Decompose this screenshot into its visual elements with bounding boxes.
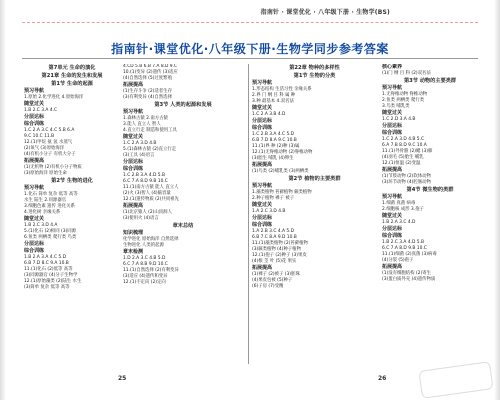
answer-line: (3)工具 (4)语言 xyxy=(123,153,155,158)
section-heading: 第1节 生物的分类 xyxy=(293,73,336,79)
subsection-label: 拓展提高 xyxy=(123,203,144,209)
subsection-label: 随堂过关 xyxy=(382,213,403,219)
answer-line: 3.细胞色素 遗传 进化关系 xyxy=(24,204,75,209)
answer-line: 6.B 7.C 8.A 9.D 10.B xyxy=(252,235,297,240)
answer-line: (3)同源器官 (4)分子生物学 xyxy=(24,273,78,278)
answer-line: (4)自然选择 (5)过度繁殖 xyxy=(123,76,172,81)
answer-line: 11.(1)界 种 (2)种 (3)属 xyxy=(252,144,300,149)
answer-line: 1.A 2.C 3.D 4.B xyxy=(252,209,286,214)
answer-line: 6.A 7.B 8.D 9.C 10.A xyxy=(382,143,427,148)
answer-line: 1.藻类植物 苔藓植物 蕨类植物 xyxy=(252,190,312,195)
section-heading: 第3节 动物的主要类群 xyxy=(403,78,457,84)
answer-line: 1.C 2.D 3.A 4.B xyxy=(382,117,416,122)
answer-line: (2)火 (3)智人 (4)脑容量 xyxy=(123,191,171,196)
section-heading: 第2节 生物的进化 xyxy=(51,178,93,184)
answer-line: 1.C 2.A 3.C 4.C 5.B 6.A xyxy=(24,128,75,133)
subsection-label: 预习导航 xyxy=(24,88,45,94)
answer-line: 12.(1)孢子 (2)种子 (3)果皮 xyxy=(252,253,307,258)
watermark-logo xyxy=(418,361,493,399)
answer-line: 6.B 7.D 8.C 9.A 10.B xyxy=(24,261,69,266)
answer-line: 11.(1)外骨骼 (2)鳃 (3)肺 xyxy=(382,149,433,154)
answer-column-4 xyxy=(382,64,478,364)
answer-line: 12.(1)原始藻类 (2)陆生 水生 xyxy=(24,279,82,284)
subsection-label: 分层达标 xyxy=(252,215,273,221)
answer-line: (1)北京猿人 (2)山顶洞人 xyxy=(123,210,172,215)
answer-line: (3)适应 (4)遗传和变异 xyxy=(123,274,168,279)
subsection-label: 分层达标 xyxy=(382,123,403,129)
answer-line: (4)有机小分子 有机大分子 xyxy=(24,152,76,157)
answer-line: 6.C 7.A 8.D 9.B 10.C xyxy=(382,246,427,251)
answer-line: 11.(1)细菌 (2)真菌 (3)病毒 xyxy=(382,252,437,257)
subsection-label: 随堂过关 xyxy=(24,101,45,107)
subsection-label: 预习导航 xyxy=(123,109,144,115)
subsection-label: 预习导航 xyxy=(24,185,45,191)
answer-line: (3)环节动物 (4)腔肠动物 xyxy=(382,180,431,185)
answer-line: 2.细胞核 成形 3.孢子 xyxy=(382,207,424,212)
subsection-label: 分层达标 xyxy=(123,159,144,165)
page-edge-left xyxy=(0,0,6,400)
subsection-label: 综合训练 xyxy=(382,233,403,239)
answer-line: 化学进化 原始海洋 自然选择 xyxy=(123,237,179,242)
subsection-label: 随堂过关 xyxy=(24,216,45,222)
answer-line: (3)使用火 (4)语言 xyxy=(123,216,159,221)
answer-line: 1.C 2.A 3.D 4.B xyxy=(123,141,157,146)
answer-line: (3)有利变异 (4)自然选择 xyxy=(123,95,172,100)
answer-line: (1)没有细胞结构 (2)寄生 xyxy=(382,271,431,276)
header-rule xyxy=(22,22,478,23)
answer-line: (1)生存斗争 (2)适者生存 xyxy=(123,89,172,94)
subsection-label: 随堂过关 xyxy=(123,134,144,140)
answer-column-2 xyxy=(123,64,243,364)
subsection-label: 综合训练 xyxy=(382,130,403,136)
subsection-label: 章末检测 xyxy=(123,249,144,255)
answer-line: (1)鸟类 (2)哺乳类 (3)两栖类 xyxy=(252,169,309,174)
answer-line: 11.(1)南方古猿 能人 直立人 xyxy=(123,185,179,190)
answer-line: 1.无脊椎动物 脊椎动物 xyxy=(382,92,428,97)
section-heading: 第2节 植物的主要类群 xyxy=(288,176,341,182)
subsection-label: 拓展提高 xyxy=(24,158,45,164)
subsection-label: 知识梳理 xyxy=(123,230,144,236)
subsection-label: 预习导航 xyxy=(252,80,273,86)
answer-line: 1.原始 2.化学进化 4.原始海洋 xyxy=(24,95,84,100)
answer-line: 1.森林古猿 2.南方古猿 xyxy=(123,116,168,121)
subsection-label: 综合训练 xyxy=(24,121,45,127)
subsection-label: 拓展提高 xyxy=(123,82,144,88)
subsection-label: 分层达标 xyxy=(24,241,45,247)
answer-line: 生物进化 人类的起源 xyxy=(123,243,164,248)
answer-line: 11.(1)化石 (2)低等 高等 xyxy=(24,267,73,272)
answer-line: (1)节肢动物 (2)软体动物 xyxy=(382,174,431,179)
subsection-label: 综合训练 xyxy=(252,125,273,131)
answer-line: 12.(1)恒温 (2)变温 xyxy=(382,161,421,166)
page-divider xyxy=(248,64,249,364)
answer-line: 3.能人 直立人 智人 xyxy=(123,122,161,127)
subsection-label: 分层达标 xyxy=(252,118,273,124)
page-title: 指南针·课堂优化·八年级下册·生物学同步参考答案 xyxy=(111,42,389,56)
answer-line: 5.(1)森林古猿 (2)直立行走 xyxy=(123,147,177,152)
answer-column-3 xyxy=(252,64,377,364)
answer-line: 1.C 2.A 3.B 4.D xyxy=(252,112,286,117)
answer-line: 4.进化树 亲缘关系 xyxy=(24,210,61,215)
answer-line: 1.B 2.C 3.A 4.C xyxy=(24,108,58,113)
subsection-label: 分层达标 xyxy=(382,226,403,232)
section-heading: 第21章 生命的发生和发展 xyxy=(41,73,103,79)
answer-line: (3)胎生 哺乳 (4)卵生 xyxy=(252,156,294,161)
answer-line: 1.C 2.B 3.A 4.C 5.D xyxy=(252,132,295,137)
answer-line: 1.B 2.A 3.A 4.C 5.D xyxy=(24,255,66,260)
answer-line: 9.C 10.C 11.B xyxy=(24,134,55,139)
answer-line: 1.化石 简单 复杂 低等 高等 xyxy=(24,192,78,197)
answer-line: (1)门 纲 目 科 (2)双名法 xyxy=(382,71,431,76)
subsection-label: 拓展提高 xyxy=(382,167,403,173)
answer-line: 1.B 2.C 3.A 4.D 5.B xyxy=(382,240,425,245)
answer-line: 11.(1)藻类植物 (2)苔藓植物 xyxy=(252,241,308,246)
answer-line: 水生 陆生 2.同源器官 xyxy=(24,198,67,203)
answer-line: 1.C 2.B 3.A 4.D 5.B xyxy=(123,173,166,178)
answer-line: (4)分裂 (5)孢子 xyxy=(382,258,414,263)
answer-line: 10.(1)变异 (2)遗传 (3)适应 xyxy=(123,70,178,75)
page-number-left: 25 xyxy=(118,375,127,382)
answer-line: 3.鸟类 哺乳类 xyxy=(382,104,410,109)
section-heading: 第3节 人类的起源和发展 xyxy=(154,102,212,108)
subsection-label: 综合训练 xyxy=(123,166,144,172)
answer-column-1 xyxy=(24,64,120,364)
title-rule xyxy=(22,58,478,59)
subsection-label: 拓展提高 xyxy=(252,162,273,168)
subsection-label: 预习导航 xyxy=(382,194,403,200)
answer-line: 12.(1)无脊椎动物 (2)脊椎动物 xyxy=(252,150,313,155)
subsection-label: 分层达标 xyxy=(24,114,45,120)
answer-line: (4)羽毛 (5)胎生 哺乳 xyxy=(382,155,424,160)
subsection-label: 预习导航 xyxy=(252,183,273,189)
answer-line: 11.(1)自然选择 (2)有利变异 xyxy=(123,268,179,273)
answer-line: (2)氧气 (3)原始海洋 xyxy=(24,146,65,151)
answer-line: 1.C 2.A 3.D 4.B 5.C xyxy=(382,137,425,142)
answer-line: (4)根 茎 叶 (5)花 果实 xyxy=(252,259,297,264)
answer-line: (4)果皮包被 (5)种子 xyxy=(252,278,293,283)
subsection-label: 随堂过关 xyxy=(382,110,403,116)
page-edge-right xyxy=(494,0,500,400)
subsection-label: 拓展提高 xyxy=(382,264,403,270)
answer-line: (3)原始海洋 原始生命 xyxy=(24,171,67,176)
answer-line: 3.种 最基本 4.双名法 xyxy=(252,99,294,104)
answer-line: 4.直立行走 制造和使用工具 xyxy=(123,128,177,133)
section-heading: 第1节 生命的起源 xyxy=(51,81,93,87)
answer-line: 1.B 2.A 3.C 4.D xyxy=(382,220,416,225)
answer-line: 6.C 7.A 8.B 9.D 10.C xyxy=(123,262,168,267)
answer-line: 4.CD 5.B 6.B 7.A 8.D 9.C xyxy=(123,64,178,69)
answer-line: (3)蛋白质外壳 (4)遗传物质 xyxy=(382,277,436,282)
answer-line: (1)无机物 (2)有机小分子物质 xyxy=(24,165,82,170)
subsection-label: 拓展提高 xyxy=(252,265,273,271)
answer-line: 6.鱼类 两栖类 爬行类 鸟类 xyxy=(24,235,77,240)
page-header: 指南针 · 课堂优化 · 八年级下册 · 生物学(BS) xyxy=(260,9,390,16)
answer-line: 6.B 7.D 8.A 9.C 10.B xyxy=(252,138,297,143)
answer-line: (3)蕨类植物 (4)种子植物 xyxy=(252,247,301,252)
answer-line: 12.(1)不定向 (2)定向 xyxy=(123,280,166,285)
subsection-label: 预习导航 xyxy=(382,85,403,91)
answer-line: 1.B 2.C 3.D 4.A xyxy=(24,223,58,228)
section-heading: 第22章 物种的多样性 xyxy=(289,65,340,71)
answer-line: 6.C 7.A 8.D 9.B 10.C xyxy=(123,179,168,184)
answer-line: 1.形态结构 生活习性 亲缘关系 xyxy=(252,87,312,92)
subsection-label: 随堂过关 xyxy=(252,202,273,208)
section-heading: 第7单元 生命的演化 xyxy=(48,65,96,71)
answer-line: (3)简单 复杂 低等 高等 xyxy=(24,285,70,290)
subsection-label: 综合训练 xyxy=(252,222,273,228)
answer-line: (1)裸子 (2)被子 (3)胚珠 xyxy=(252,272,300,277)
answer-line: 5.(1)化石 (2)相同 (3)同源 xyxy=(24,229,76,234)
answer-line: 2.鱼类 两栖类 爬行类 xyxy=(382,98,425,103)
answer-line: 1.细菌 真菌 病毒 xyxy=(382,201,416,206)
subsection-label: 核心素养 xyxy=(382,64,403,70)
answer-line: (6)子房 (7)受精 xyxy=(252,284,284,289)
answer-line: 12.(1)遗传物质 (2)共同祖先 xyxy=(123,197,179,202)
section-heading: 章末总结 xyxy=(172,223,194,229)
answer-line: 2.种子植物 裸子 被子 xyxy=(252,196,295,201)
answer-line: 12.(1)甲烷 氨 氢 水蒸气 xyxy=(24,140,73,145)
answer-line: 1.A 2.B 3.C 4.A 5.D xyxy=(252,229,294,234)
subsection-label: 综合训练 xyxy=(24,248,45,254)
answer-line: 2.界 门 纲 目 科 属 种 xyxy=(252,93,296,98)
subsection-label: 随堂过关 xyxy=(252,105,273,111)
answer-line: 1.D 2.A 3.C 4.B 5.D xyxy=(123,256,166,261)
section-heading: 第4节 微生物的类群 xyxy=(406,187,454,193)
page-number-right: 26 xyxy=(378,375,387,382)
